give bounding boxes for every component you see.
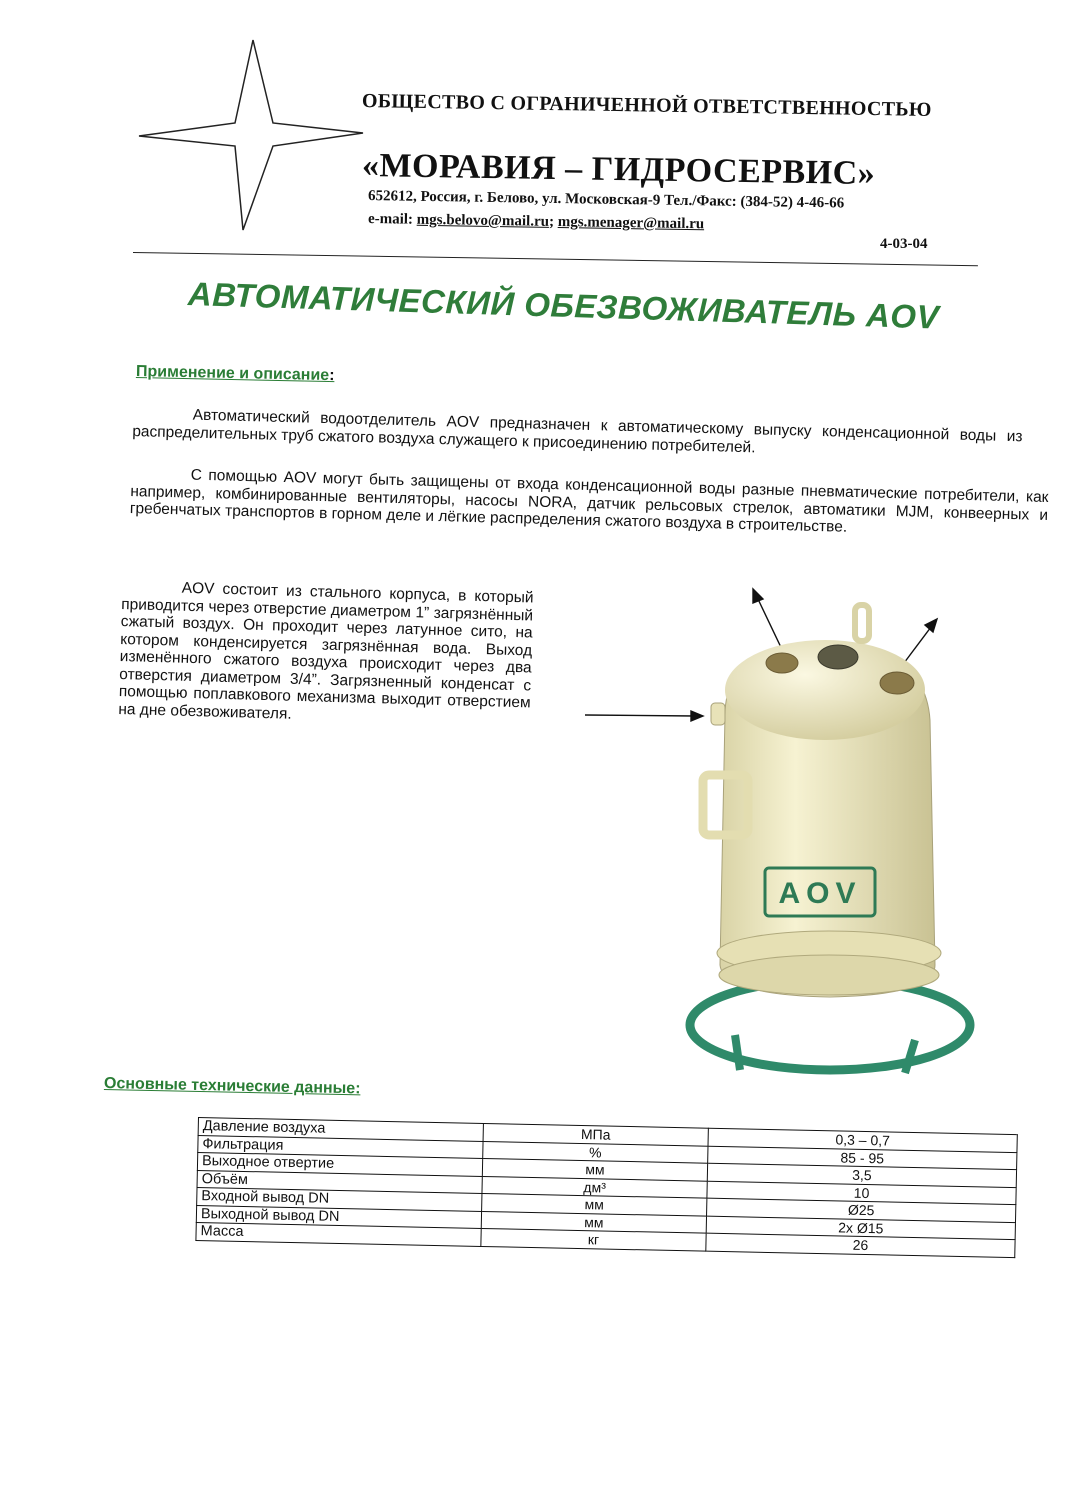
section-heading-text: Применение и описание	[135, 363, 330, 385]
email-label: e-mail:	[367, 211, 414, 228]
description-paragraph-2: С помощью AOV могут быть защищены от входа конденсационной воды разные пневматические потребители, как например, комбинированные вентиляторы, насосы NORA, датчик рельсовых стрелок, автоматики MJM, конвеерных и гребенчатых транспортов в горном деле и лёгкие распределения сжатого воздуха в строительстве.	[129, 466, 1049, 536]
spec-value-cell: Ø25	[707, 1198, 1016, 1222]
spec-unit-cell: МПа	[483, 1123, 708, 1145]
section-heading-description	[136, 363, 335, 385]
address-line: 652612, Россия, г. Белово, ул. Московская-9 Тел./Факс: (384-52) 4-46-66	[367, 188, 845, 212]
spec-unit-cell: мм	[482, 1158, 707, 1180]
spec-value-cell: 0,3 – 0,7	[708, 1128, 1017, 1152]
spec-param-cell: Выходной вывод DN	[196, 1205, 481, 1228]
spec-value-cell: 26	[706, 1233, 1015, 1257]
spec-unit-cell: мм	[481, 1211, 706, 1233]
email-link-belovo[interactable]: mgs.belovo@mail.ru	[416, 211, 550, 230]
spec-param-cell: Выходное отвертие	[197, 1153, 482, 1176]
description-paragraph-3: AOV состоит из стального корпуса, в который приводится через отверстие диаметром 1” загрязнённый сжатый воздух. Он проходит через латунное сито, на котором конденсируется загрязнённая вода. Выход изменённого сжатого воздуха происходит через два отверстия диаметром 3/4”. Загрязненный конденсат с помощью поплавкового механизма выходит отверстием на дне обезвоживателя.	[118, 579, 534, 723]
spec-unit-cell: кг	[481, 1228, 706, 1250]
aov-product-photo	[575, 585, 995, 1085]
aov-body-label: AOV	[778, 877, 862, 910]
document-title: АВТОМАТИЧЕСКИЙ ОБЕЗВОЖИВАТЕЛЬ AOV	[187, 275, 940, 336]
company-name: «МОРАВИЯ – ГИДРОСЕРВИС»	[361, 147, 876, 193]
spec-value-cell: 10	[707, 1181, 1016, 1205]
spec-value-cell: 3,5	[707, 1163, 1016, 1187]
spec-param-cell: Объём	[197, 1170, 482, 1193]
spec-unit-cell: %	[483, 1141, 708, 1163]
spec-param-cell: Давление воздуха	[198, 1118, 483, 1141]
header-divider	[133, 252, 978, 266]
section-heading-colon: :	[328, 367, 335, 385]
spec-param-cell: Фильтрация	[198, 1135, 483, 1158]
spec-param-cell: Входной вывод DN	[197, 1187, 482, 1210]
section-heading-specs: Основные технические данные:	[103, 1075, 361, 1098]
description-paragraph-1: Автоматический водоотделитель AOV предназначен к автоматическому выпуску конденсационной воды из распределительных труб сжатого воздуха служащего к присоединению потребителей.	[132, 406, 1023, 456]
spec-table	[195, 1117, 1017, 1258]
spec-param-cell: Масса	[196, 1222, 481, 1245]
spec-value-cell: 85 - 95	[708, 1146, 1017, 1170]
spec-table-body	[196, 1118, 1017, 1258]
email-link-menager[interactable]: mgs.menager@mail.ru	[557, 213, 705, 233]
org-type-line: ОБЩЕСТВО С ОГРАНИЧЕННОЙ ОТВЕТСТВЕННОСТЬЮ	[361, 90, 932, 121]
email-separator: ;	[548, 213, 555, 230]
second-phone: 4-03-04	[880, 236, 928, 252]
email-line	[368, 211, 704, 233]
spec-unit-cell: мм	[482, 1193, 707, 1215]
spec-unit-cell: дм³	[482, 1176, 707, 1198]
company-logo-star-icon	[135, 38, 365, 233]
spec-value-cell: 2x Ø15	[706, 1216, 1015, 1240]
